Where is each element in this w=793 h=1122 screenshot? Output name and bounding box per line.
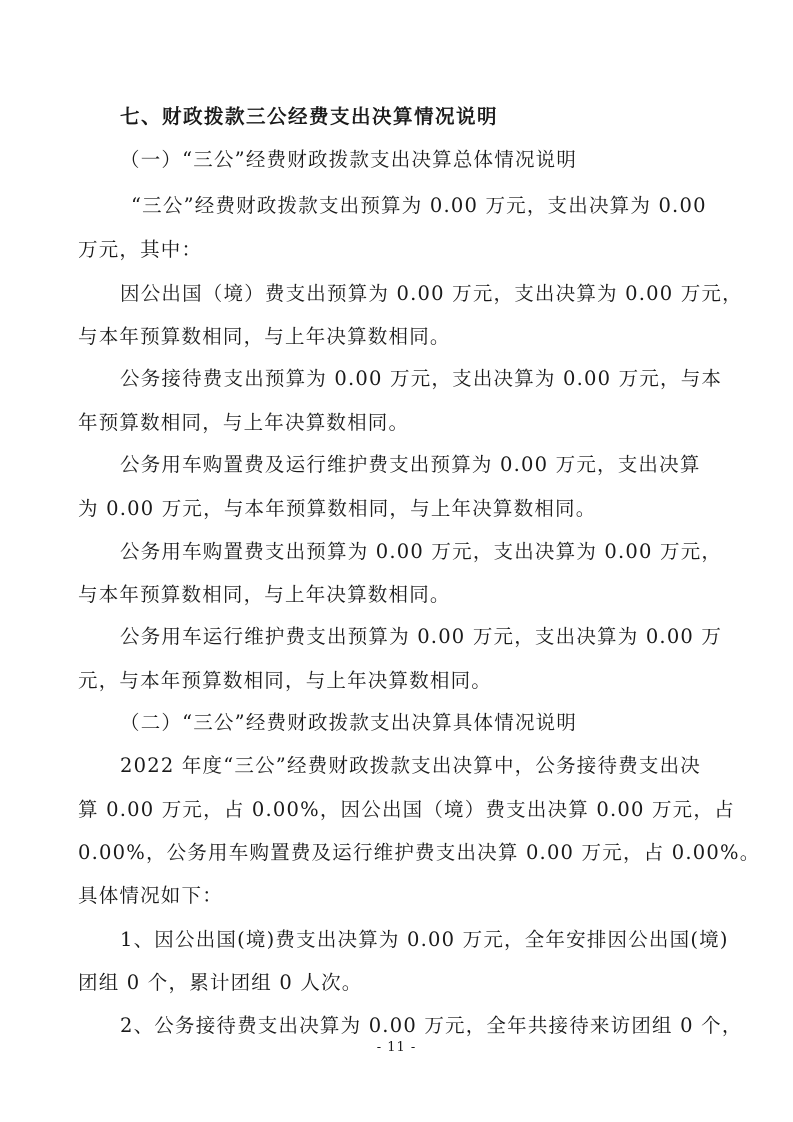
vehicle-total-paragraph-line-2: 为 0.00 万元，与本年预算数相同，与上年决算数相同。: [78, 497, 597, 520]
vehicle-purchase-paragraph-line-2: 与本年预算数相同，与上年决算数相同。: [78, 583, 451, 606]
section-heading: 七、财政拨款三公经费支出决算情况说明: [120, 105, 499, 128]
item1-paragraph-line-2: 团组 0 个，累计团组 0 人次。: [78, 971, 363, 994]
detail-paragraph-line-3: 0.00%，公务用车购置费及运行维护费支出决算 0.00 万元，占 0.00%。: [78, 841, 761, 864]
vehicle-operation-paragraph-line-2: 元，与本年预算数相同，与上年决算数相同。: [78, 669, 493, 692]
item2-paragraph-line-1: 2、公务接待费支出决算为 0.00 万元，全年共接待来访团组 0 个，: [120, 1014, 743, 1037]
abroad-paragraph-line-2: 与本年预算数相同，与上年决算数相同。: [78, 325, 451, 348]
vehicle-operation-paragraph-line-1: 公务用车运行维护费支出预算为 0.00 万元，支出决算为 0.00 万: [120, 625, 723, 648]
abroad-paragraph-line-1: 因公出国（境）费支出预算为 0.00 万元，支出决算为 0.00 万元，: [120, 282, 743, 305]
item1-paragraph-line-1: 1、因公出国(境)费支出决算为 0.00 万元，全年安排因公出国(境): [120, 928, 729, 951]
detail-paragraph-line-1: 2022 年度“三公”经费财政拨款支出决算中，公务接待费支出决: [120, 754, 701, 777]
vehicle-total-paragraph-line-1: 公务用车购置费及运行维护费支出预算为 0.00 万元，支出决算: [120, 453, 701, 476]
overall-paragraph-line-1: “三公”经费财政拨款支出预算为 0.00 万元，支出决算为 0.00: [131, 194, 707, 217]
detail-paragraph-line-4: 具体情况如下：: [78, 884, 223, 907]
detail-paragraph-line-2: 算 0.00 万元，占 0.00%，因公出国（境）费支出决算 0.00 万元，占: [78, 798, 735, 821]
overall-paragraph-line-2: 万元，其中：: [78, 238, 203, 261]
subsection-heading-2: （二）“三公”经费财政拨款支出决算具体情况说明: [120, 711, 578, 734]
subsection-heading-1: （一）“三公”经费财政拨款支出决算总体情况说明: [120, 148, 578, 171]
vehicle-purchase-paragraph-line-1: 公务用车购置费支出预算为 0.00 万元，支出决算为 0.00 万元，: [120, 540, 723, 563]
reception-paragraph-line-2: 年预算数相同，与上年决算数相同。: [78, 411, 410, 434]
page-number: - 11 -: [376, 1040, 417, 1055]
reception-paragraph-line-1: 公务接待费支出预算为 0.00 万元，支出决算为 0.00 万元，与本: [120, 367, 723, 390]
